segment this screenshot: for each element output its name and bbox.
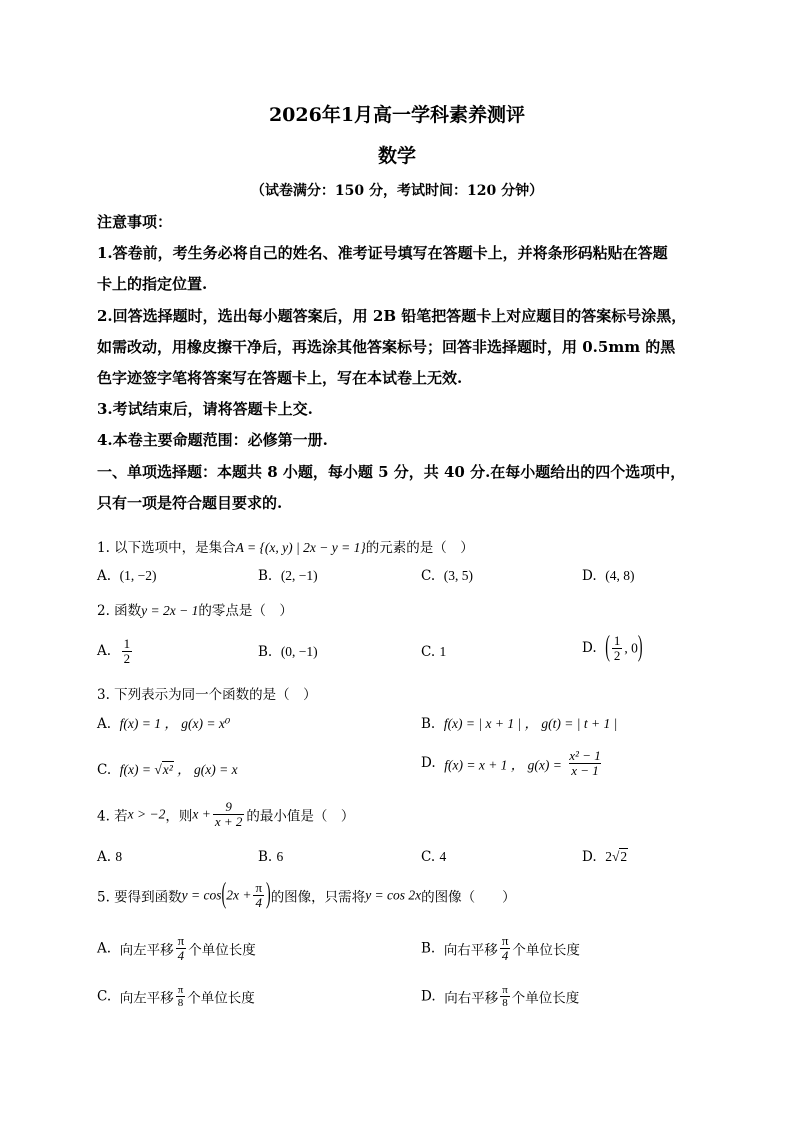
q4-a-text: 8 — [115, 849, 123, 864]
q2-option-b — [258, 644, 318, 660]
label-c: C. — [421, 644, 436, 660]
q3-c-radicand: x² — [162, 762, 173, 777]
q2-func: y = 2x − 1 — [141, 603, 199, 618]
q5-c-num: π — [177, 984, 184, 996]
label-d: D. — [421, 988, 436, 1005]
exam-info: （试卷满分：150 分，考试时间：120 分钟） — [250, 183, 544, 199]
label-a: A. — [97, 849, 112, 865]
label-b: B. — [258, 644, 273, 660]
q2-b-text: (0, −1) — [280, 644, 318, 659]
question-4-stem — [97, 800, 354, 829]
q1-d-text: (4, 8) — [605, 568, 635, 583]
label-d: D. — [582, 849, 597, 865]
q3-option-c — [97, 758, 238, 778]
q5-option-c — [97, 984, 255, 1009]
q2-a-den: 2 — [123, 651, 131, 666]
label-c: C. — [97, 988, 112, 1005]
q5-open-paren: ( — [221, 878, 227, 911]
q3-d-den: x − 1 — [571, 763, 599, 778]
q4-c-text: 4 — [439, 849, 447, 864]
q3-c-post: ， g(x) = x — [173, 762, 238, 777]
q3-c-pre: f(x) = — [119, 762, 155, 777]
label-d: D. — [582, 640, 597, 656]
q5-a-pre: 向左平移 — [119, 942, 174, 959]
q4-post: 的最小值是（ ） — [246, 808, 355, 825]
notice-item-2-line-3: 色字迹签字笔将答案写在答题卡上，写在本试卷上无效. — [97, 369, 463, 387]
question-2-stem — [97, 599, 293, 619]
q5-c-pre: 向左平移 — [119, 990, 174, 1007]
section-1-line-2: 只有一项是符合题目要求的. — [97, 494, 283, 512]
label-b: B. — [421, 716, 436, 732]
q5-a-num: π — [177, 933, 185, 948]
sqrt-sign: √ — [154, 762, 162, 777]
q5-b-num: π — [501, 933, 509, 948]
q3-option-d — [421, 749, 605, 778]
q1-pre: 1. 以下选项中，是集合 — [97, 540, 236, 556]
q2-pre: 2. 函数 — [97, 603, 142, 619]
q4-option-d — [582, 849, 628, 865]
label-b: B. — [258, 568, 273, 584]
q1-c-text: (3, 5) — [443, 568, 473, 583]
q5-b-fraction — [500, 934, 511, 963]
q2-d-open-paren: ( — [605, 631, 610, 664]
label-c: C. — [421, 568, 436, 584]
section-1-line-1: 一、单项选择题：本题共 8 小题，每小题 5 分，共 40 分.在每小题给出的四个选项中， — [97, 463, 686, 481]
q1-option-c — [421, 568, 473, 584]
notice-heading: 注意事项： — [97, 213, 173, 231]
label-a: A. — [97, 716, 112, 732]
q1-post: 的元素的是（ ） — [365, 540, 474, 556]
q4-pre: 4. 若 — [97, 808, 128, 825]
q1-set: A = {(x, y) | 2x − y = 1} — [235, 540, 366, 555]
q1-a-text: (1, −2) — [119, 568, 157, 583]
q4-expr-pre: x + — [192, 806, 211, 822]
q2-d-den: 2 — [613, 648, 621, 663]
q2-c-text: 1 — [439, 644, 447, 659]
q5-option-a — [97, 934, 256, 963]
q5-func-pre: y = cos — [181, 887, 222, 903]
label-d: D. — [421, 755, 436, 771]
label-a: A. — [97, 643, 112, 659]
q4-den: x + 2 — [214, 814, 243, 829]
q4-b-text: 6 — [276, 849, 284, 864]
q5-d-fraction — [500, 984, 510, 1009]
q1-option-d — [582, 568, 634, 584]
q2-option-c — [421, 644, 446, 660]
q5-func2: y = cos 2x — [365, 887, 422, 903]
label-c: C. — [97, 762, 112, 778]
q5-a-den: 4 — [177, 948, 185, 963]
q5-d-unit: 个单位长度 — [511, 990, 580, 1007]
label-c: C. — [421, 849, 436, 865]
subject-title: 数学 — [377, 145, 416, 167]
q5-d-den: 8 — [502, 997, 508, 1009]
q3-option-b — [421, 712, 617, 732]
q2-post: 的零点是（ ） — [198, 603, 293, 619]
notice-item-3: 3.考试结束后，请将答题卡上交. — [97, 400, 313, 418]
label-b: B. — [258, 849, 273, 865]
q1-option-a — [97, 568, 157, 584]
q4-cond: x > −2 — [127, 806, 166, 822]
q5-option-d — [421, 984, 579, 1009]
notice-item-2-line-2: 如需改动，用橡皮擦干净后，再选涂其他答案标号；回答非选择题时，用 0.5mm 的黑 — [97, 338, 676, 356]
q5-inner: 2x + — [226, 887, 252, 903]
question-1-stem — [97, 536, 474, 556]
q5-den: 4 — [255, 895, 262, 910]
notice-item-1-line-1: 1.答卷前，考生务必将自己的姓名、准考证号填写在答题卡上，并将条形码粘贴在答题 — [97, 244, 668, 262]
label-d: D. — [582, 568, 597, 584]
q5-a-fraction — [176, 934, 187, 963]
q3-d-fraction — [567, 749, 602, 778]
q5-close-paren: ) — [266, 878, 271, 911]
q5-fraction — [253, 881, 264, 910]
q5-c-unit: 个单位长度 — [187, 990, 255, 1007]
q5-b-unit: 个单位长度 — [512, 942, 580, 959]
q5-b-pre: 向右平移 — [443, 942, 498, 959]
q3-b-text: f(x) = | x + 1 | ， g(t) = | t + 1 | — [443, 716, 618, 731]
q4-option-b — [258, 849, 283, 865]
q4-num: 9 — [225, 799, 232, 814]
q3-d-pre: f(x) = x + 1 ， g(x) = — [444, 757, 566, 773]
label-a: A. — [97, 568, 112, 584]
q2-option-a — [97, 637, 134, 666]
q1-b-text: (2, −1) — [280, 568, 318, 583]
notice-item-4: 4.本卷主要命题范围：必修第一册. — [97, 431, 328, 449]
question-5-stem — [97, 878, 516, 911]
q5-option-b — [421, 934, 580, 963]
q5-b-den: 4 — [501, 948, 509, 963]
q5-post: 的图像（ ） — [421, 889, 516, 906]
q5-d-pre: 向右平移 — [444, 990, 499, 1007]
q2-option-d — [582, 631, 643, 664]
q4-option-c — [421, 849, 446, 865]
q2-d-fraction — [612, 634, 623, 663]
q5-a-unit: 个单位长度 — [188, 942, 256, 959]
q3-a-text: f(x) = 1 ， g(x) = x⁰ — [119, 716, 231, 731]
q4-fraction — [213, 800, 245, 829]
q5-d-num: π — [502, 984, 508, 996]
q5-mid: 的图像，只需将 — [270, 889, 366, 906]
q2-d-tail: , 0 — [624, 640, 638, 656]
notice-item-2-line-1: 2.回答选择题时，选出每小题答案后，用 2B 铅笔把答题卡上对应题目的答案标号涂黑， — [97, 307, 687, 325]
q3-d-num: x² − 1 — [569, 748, 601, 763]
q4-d-coef: 2 — [605, 849, 612, 864]
q5-pre: 5. 要得到函数 — [97, 889, 182, 906]
q3-option-a — [97, 712, 230, 732]
q4-option-a — [97, 849, 122, 865]
label-b: B. — [421, 940, 436, 957]
q5-c-fraction — [176, 984, 186, 1009]
q5-c-den: 8 — [177, 997, 184, 1009]
q1-option-b — [258, 568, 318, 584]
notice-item-1-line-2: 卡上的指定位置. — [97, 275, 208, 293]
question-3-stem: 3. 下列表示为同一个函数的是（ ） — [97, 687, 317, 703]
q5-num: π — [255, 880, 263, 895]
label-a: A. — [97, 940, 112, 957]
q4-mid: ，则 — [165, 808, 193, 825]
q4-d-radicand: 2 — [620, 849, 628, 864]
exam-title: 2026年1月高一学科素养测评 — [268, 104, 526, 126]
sqrt-sign: √ — [611, 849, 620, 864]
q2-d-close-paren: ) — [637, 631, 643, 664]
q2-d-num: 1 — [613, 633, 621, 648]
q2-a-num: 1 — [123, 636, 131, 651]
q2-a-fraction — [122, 637, 133, 666]
